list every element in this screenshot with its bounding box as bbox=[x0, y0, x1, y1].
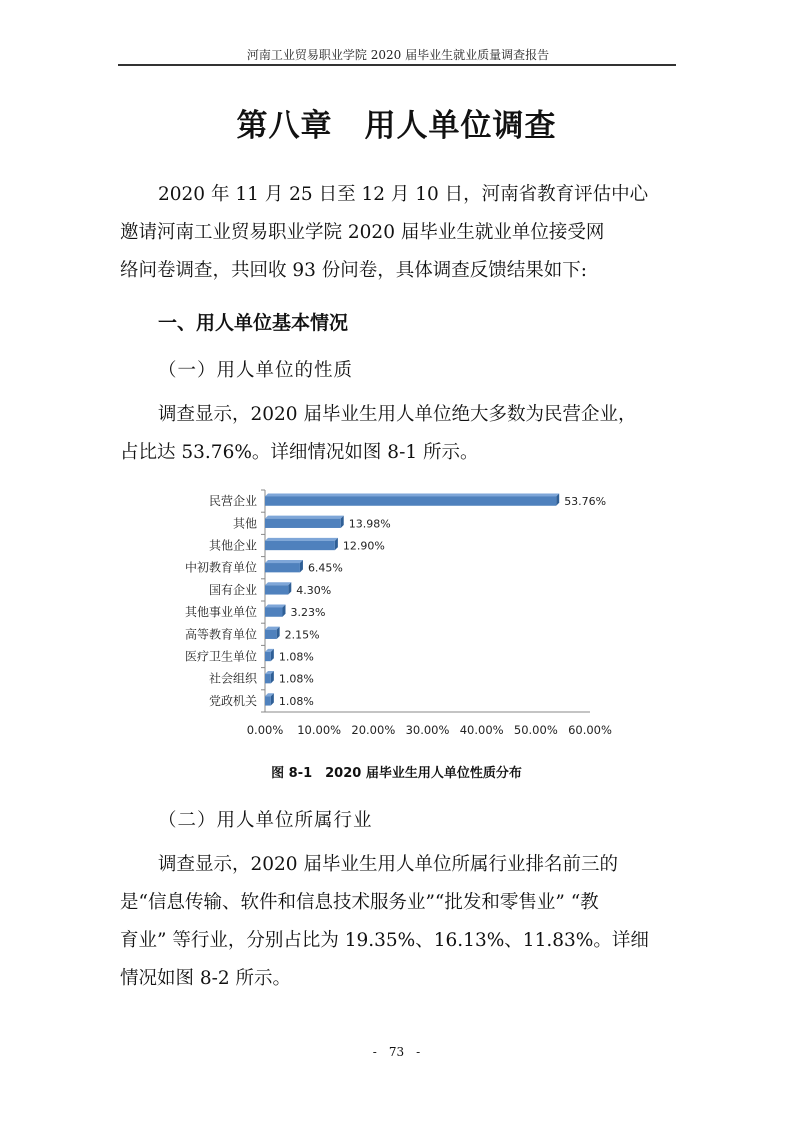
intro-line-3: 络问卷调查，共回收 93 份问卷，具体调查反馈结果如下: bbox=[120, 260, 588, 281]
x-tick-label: 40.00% bbox=[459, 723, 504, 737]
data-label: 1.08% bbox=[278, 650, 314, 664]
page-number: - 73 - bbox=[372, 1045, 421, 1059]
running-header: 河南工业贸易职业学院 2020 届毕业生就业质量调查报告 bbox=[246, 48, 550, 62]
subsection-title-2: （二）用人单位所属行业 bbox=[158, 810, 373, 831]
category-label: 其他 bbox=[232, 516, 257, 531]
bar bbox=[265, 696, 271, 705]
bar bbox=[265, 496, 556, 505]
bar-top bbox=[265, 538, 338, 541]
category-label: 国有企业 bbox=[208, 582, 257, 597]
bar bbox=[265, 630, 277, 639]
data-label: 3.23% bbox=[290, 606, 326, 620]
industry-line-3: 育业” 等行业，分别占比为 19.35%、16.13%、11.83%。详细 bbox=[120, 930, 649, 951]
bar-top bbox=[265, 582, 291, 585]
x-tick-label: 50.00% bbox=[513, 723, 558, 737]
bar-top bbox=[265, 560, 303, 563]
intro-line-2: 邀请河南工业贸易职业学院 2020 届毕业生就业单位接受网 bbox=[120, 222, 605, 243]
category-label: 民营企业 bbox=[208, 494, 257, 509]
bar-top bbox=[265, 604, 285, 607]
bar bbox=[265, 652, 271, 661]
figure-caption: 图 8-1 2020 届毕业生用人单位性质分布 bbox=[271, 766, 522, 781]
data-label: 13.98% bbox=[348, 517, 391, 531]
industry-line-1: 调查显示，2020 届毕业生用人单位所属行业排名前三的 bbox=[158, 854, 618, 875]
data-label: 12.90% bbox=[342, 539, 385, 553]
bar bbox=[265, 585, 288, 594]
data-label: 4.30% bbox=[296, 583, 332, 597]
nature-paragraph bbox=[120, 396, 678, 472]
industry-line-4: 情况如图 8-2 所示。 bbox=[120, 968, 292, 989]
category-label: 高等教育单位 bbox=[184, 627, 257, 642]
category-label: 其他企业 bbox=[208, 538, 257, 553]
data-label: 6.45% bbox=[307, 561, 343, 575]
x-tick-label: 20.00% bbox=[351, 723, 396, 737]
header-rule bbox=[118, 64, 676, 66]
intro-paragraph bbox=[120, 176, 678, 290]
category-label: 医疗卫生单位 bbox=[184, 649, 257, 664]
bar bbox=[265, 674, 271, 683]
x-tick-label: 0.00% bbox=[246, 723, 284, 737]
nature-line-2: 占比达 53.76%。详细情况如图 8-1 所示。 bbox=[120, 442, 479, 463]
intro-line-1: 2020 年 11 月 25 日至 12 月 10 日，河南省教育评估中心 bbox=[158, 184, 649, 205]
industry-line-2: 是“信息传输、软件和信息技术服务业”“批发和零售业” “教 bbox=[120, 892, 599, 913]
category-label: 党政机关 bbox=[208, 693, 257, 708]
nature-line-1: 调查显示，2020 届毕业生用人单位绝大多数为民营企业， bbox=[158, 404, 637, 425]
category-label: 其他事业单位 bbox=[184, 605, 257, 620]
x-tick-label: 30.00% bbox=[405, 723, 450, 737]
data-label: 2.15% bbox=[284, 628, 320, 642]
employer-nature-bar-chart bbox=[150, 482, 630, 752]
bar-top bbox=[265, 493, 559, 496]
data-label: 1.08% bbox=[278, 672, 314, 686]
bar-top bbox=[265, 516, 344, 519]
data-label: 1.08% bbox=[278, 694, 314, 708]
category-label: 社会组织 bbox=[208, 671, 257, 686]
subsection-title-1: （一）用人单位的性质 bbox=[158, 360, 354, 381]
x-tick-label: 60.00% bbox=[568, 723, 612, 737]
bar bbox=[265, 607, 282, 616]
industry-paragraph bbox=[120, 846, 678, 998]
bar bbox=[265, 519, 341, 528]
category-label: 中初教育单位 bbox=[184, 560, 257, 575]
x-tick-label: 10.00% bbox=[297, 723, 342, 737]
bar bbox=[265, 563, 300, 572]
bar bbox=[265, 541, 335, 550]
data-label: 53.76% bbox=[564, 495, 607, 509]
chapter-title: 第八章 用人单位调查 bbox=[236, 108, 557, 144]
section-title: 一、用人单位基本情况 bbox=[158, 312, 349, 334]
